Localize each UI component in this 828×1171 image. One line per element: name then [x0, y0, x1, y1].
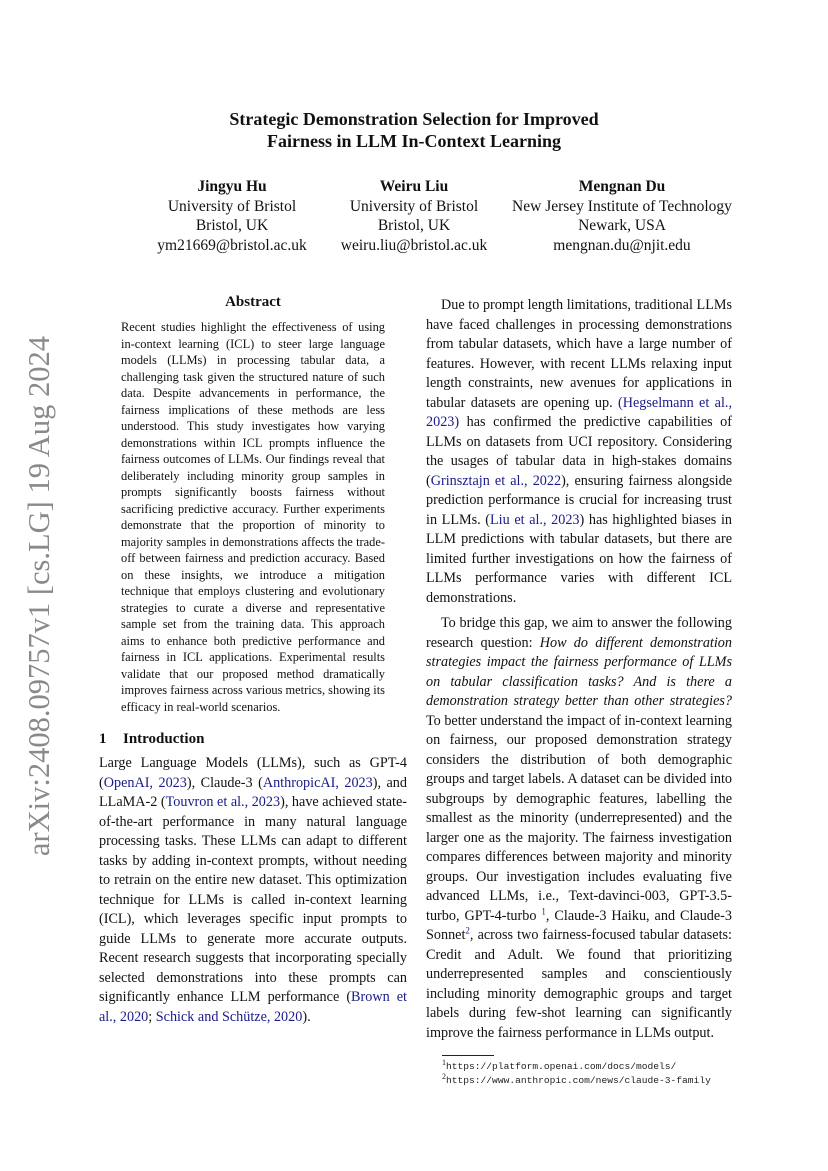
author-affiliation: University of Bristol: [167, 197, 297, 215]
footnote: $^1$https://platform.openai.com/docs/models/: [442, 1057, 677, 1072]
citation-link[interactable]: Grinsztajn et al., 2022: [430, 472, 562, 489]
footnote-url[interactable]: https://platform.openai.com/docs/models/: [446, 1061, 677, 1072]
author-affiliation: University of Bristol: [349, 197, 479, 215]
author-email: mengnan.du@njit.edu: [553, 236, 691, 254]
author-name: Jingyu Hu: [197, 178, 267, 195]
footnote-marker[interactable]: 2: [465, 925, 470, 936]
footnote-marker[interactable]: 1: [541, 905, 546, 916]
author-location: Bristol, UK: [195, 217, 269, 234]
research-question: How do different demonstration strategies impact the fairness performance of LLMs on tabular classification tasks? And is there a demonstration strategy better than other strategies?: [426, 634, 732, 709]
intro-paragraph-3: To bridge this gap, we aim to answer the following research question: How do different demonstration strategies impact the fairness performance of LLMs on tabular classification tasks? And is there a demonstration strategy better than other strategies? To better understand the impact of in-context learning on fairness, our proposed demonstration strategy considers the distribution of both demographic groups and target labels. A dataset can be divided into subgroups by demographic features, labelling the smallest as the minority (underrepresented) and the larger one as the majority. The fairness investigation compares differences between majority and minority groups. Our investigation includes evaluating five advanced LLMs, i.e., Text-davinci-003, GPT-3.5-turbo, GPT-4-turbo $^1$, Claude-3 Haiku, and Claude-3 Sonnet$^2$, across two fairness-focused tabular datasets: Credit and Adult. We found that prioritizing underrepresented samples and conscientiously including minority demographic groups and target labels during few-shot learning can significantly improve the fairness performance in LLMs output.: [426, 615, 732, 1041]
footnote: $^2$https://www.anthropic.com/news/claude-3-family: [442, 1071, 711, 1086]
intro-paragraph-2: Due to prompt length limitations, traditional LLMs have faced challenges in processing demonstrations from tabular datasets, which have a large number of features. However, with recent LLMs relaxing input length constraints, new avenues for applications in tabular datasets are opening up. (Hegselmann et al., 2023) has confirmed the predictive capabilities of LLMs on datasets from UCI repository. Considering the usages of tabular data in high-stakes domains (Grinsztajn et al., 2022), ensuring fairness alongside prediction performance is crucial for increasing trust in LLMs. (Liu et al., 2023) has highlighted biases in LLM predictions with tabular datasets, but there are limited further investigations on how the fairness of LLMs performance varies with different ICL demonstrations.: [426, 297, 733, 606]
citation-link[interactable]: OpenAI, 2023: [103, 774, 187, 791]
author-email: ym21669@bristol.ac.uk: [157, 236, 307, 254]
author-name: Mengnan Du: [578, 178, 666, 195]
section-heading: [99, 731, 407, 748]
paper-title: Strategic Demonstration Selection for Improved Fairness in LLM In-Context Learning: [229, 109, 599, 151]
left-column: [99, 294, 407, 1027]
arxiv-identifier: arXiv:2408.09757v1 [cs.LG] 19 Aug 2024: [22, 335, 56, 857]
citation-link[interactable]: Schick and Schütze, 2020: [155, 1008, 303, 1025]
abstract-heading: Abstract: [225, 294, 281, 310]
author-block: [318, 177, 510, 255]
right-column: [426, 294, 732, 1088]
author-name: Weiru Liu: [379, 178, 449, 195]
author-email: weiru.liu@bristol.ac.uk: [340, 236, 488, 254]
section-number: 1: [99, 731, 107, 747]
author-affiliation: New Jersey Institute of Technology: [512, 197, 732, 215]
intro-paragraph-1: Large Language Models (LLMs), such as GPT-4 (OpenAI, 2023), Claude-3 (AnthropicAI, 2023), and LLaMA-2 (Touvron et al., 2023), have achieved state-of-the-art performance in many natural language processing tasks. These LLMs can adapt to different tasks by adding in-context prompts, without needing to retrain on the entire new dataset. This optimization technique for LLMs is called in-context learning (ICL), which leverages specific input prompts to guide LLMs to generate more accurate outputs. Recent research suggests that incorporating specially selected demonstrations into these prompts can significantly enhance LLM performance (Brown et al., 2020; Schick and Schütze, 2020).: [99, 755, 407, 1025]
citation-link[interactable]: Liu et al., 2023: [490, 511, 580, 528]
author-location: Newark, USA: [578, 217, 666, 234]
citation-link[interactable]: AnthropicAI, 2023: [262, 774, 373, 791]
author-location: Bristol, UK: [377, 217, 451, 234]
citation-link[interactable]: Touvron et al., 2023: [165, 794, 281, 810]
footnote-url[interactable]: https://www.anthropic.com/news/claude-3-family: [446, 1075, 711, 1086]
citation-link[interactable]: Brown et al., 2020: [99, 989, 407, 1025]
section-title: Introduction: [123, 731, 205, 747]
abstract-text: Recent studies highlight the effectiveness of using in-context learning (ICL) to steer large language models (LLMs) in processing tabular data, a challenging task given the structured nature of such data. Despite advancements in performance, the fairness implications of these methods are less understood. This study investigates how varying demonstrations within ICL prompts influence the fairness outcomes of LLMs. Our findings reveal that deliberately including minority group samples in prompts significantly boosts fairness without sacrificing predictive accuracy. Further experiments demonstrate that the proportion of minority to majority samples in demonstrations affects the trade-off between fairness and prediction accuracy. Based on these insights, we introduce a mitigation technique that employs clustering and evolutionary strategies to curate a diverse and representative sample set from the training data. This approach aims to enhance both predictive performance and fairness in ICL applications. Experimental results validate that our proposed method dramatically improves fairness across various metrics, showing its efficacy in real-world scenarios.: [121, 320, 385, 714]
footnote-divider: [442, 1055, 494, 1056]
author-block: [490, 177, 754, 255]
citation-link[interactable]: (Hegselmann et al., 2023): [426, 394, 733, 430]
